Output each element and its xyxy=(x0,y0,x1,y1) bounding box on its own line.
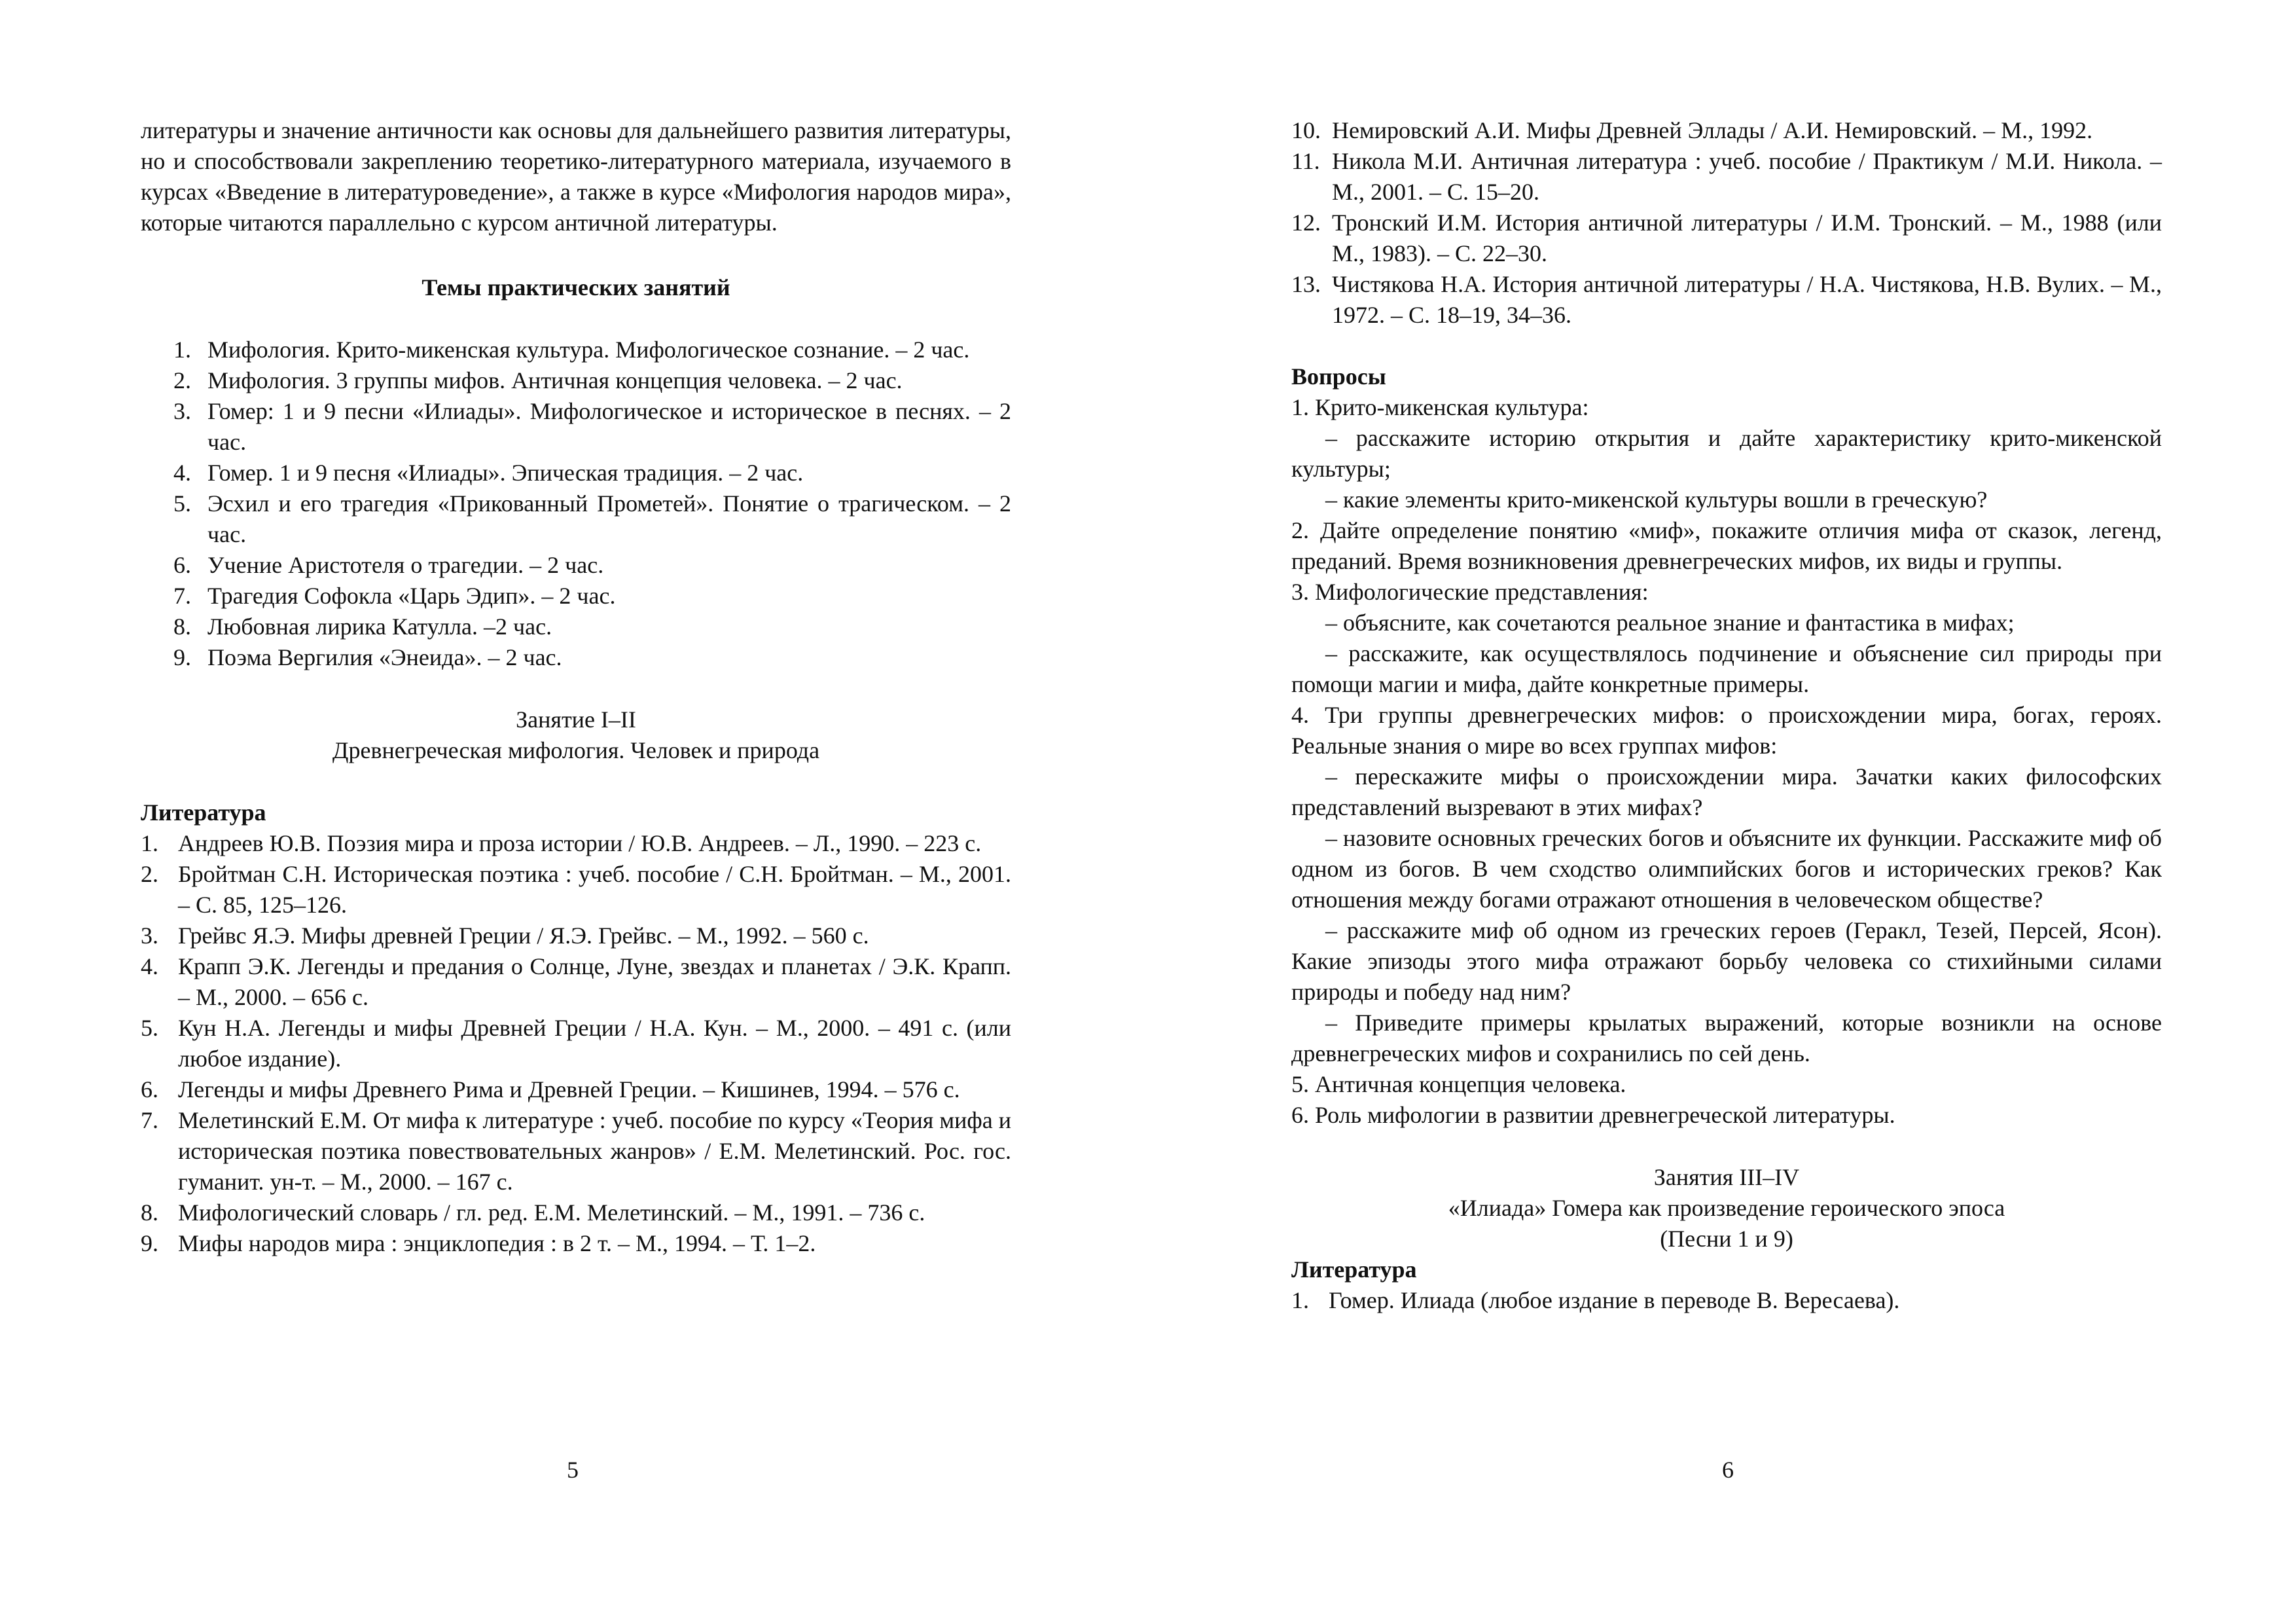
literature-item xyxy=(141,859,1011,921)
literature-item-text: Тронский И.М. История античной литературы / И.М. Тронский. – М., 1988 (или М., 1983). – С. 22–30. xyxy=(1332,210,2162,266)
literature-item xyxy=(1291,1285,2162,1316)
literature-item-number: 13. xyxy=(1291,271,1321,297)
page-number-left: 5 xyxy=(567,1457,579,1483)
literature-item-text: Мифологический словарь / гл. ред. Е.М. Мелетинский. – М., 1991. – 736 с. xyxy=(178,1199,925,1226)
question-4d: – Приведите примеры крылатых выражений, которые возникли на основе древнегреческих мифов и сохранились по сей день. xyxy=(1291,1010,2162,1067)
page-left xyxy=(141,115,1011,1259)
theme-item-number: 7. xyxy=(173,583,191,609)
literature-item-text: Легенды и мифы Древнего Рима и Древней Греции. – Кишинев, 1994. – 576 с. xyxy=(178,1076,960,1103)
theme-item-number: 1. xyxy=(173,337,191,363)
literature-item xyxy=(141,951,1011,1013)
question-1b: – какие элементы крито-микенской культуры вошли в греческую? xyxy=(1325,486,1988,513)
theme-item xyxy=(173,581,1011,611)
theme-item-text: Учение Аристотеля о трагедии. – 2 час. xyxy=(207,552,604,578)
lesson2-title: Занятия III–IV xyxy=(1653,1164,1800,1190)
theme-item xyxy=(173,335,1011,365)
question-4a: – перескажите мифы о происхождении мира. Зачатки каких философских представлений вызревают в этих мифах? xyxy=(1291,763,2162,820)
theme-item-number: 4. xyxy=(173,460,191,486)
theme-item-number: 8. xyxy=(173,613,191,640)
literature-list-2 xyxy=(1291,1285,2162,1316)
literature-item xyxy=(141,1228,1011,1259)
theme-item-text: Мифология. Крито-микенская культура. Мифологическое сознание. – 2 час. xyxy=(207,337,970,363)
questions-title: Вопросы xyxy=(1291,363,1386,390)
literature-item-number: 4. xyxy=(141,953,158,979)
theme-item xyxy=(173,550,1011,581)
literature-title: Литература xyxy=(141,799,266,826)
question-6: 6. Роль мифологии в развитии древнегреческой литературы. xyxy=(1291,1102,1895,1128)
lesson2-subtitle-songs: (Песни 1 и 9) xyxy=(1660,1226,1793,1252)
question-4b: – назовите основных греческих богов и объясните их функции. Расскажите миф об одном из богов. В чем сходство олимпийских богов и исторических греков? Как отношения между богами отражают отношения в человеческом обществе? xyxy=(1291,825,2162,913)
literature-item-number: 1. xyxy=(141,830,158,856)
theme-item xyxy=(173,396,1011,458)
literature-item xyxy=(141,1013,1011,1074)
theme-item xyxy=(173,642,1011,673)
literature-item xyxy=(141,1105,1011,1197)
theme-item-text: Поэма Вергилия «Энеида». – 2 час. xyxy=(207,644,562,670)
question-1a: – расскажите историю открытия и дайте характеристику крито-микенской культуры; xyxy=(1291,425,2162,482)
question-5: 5. Античная концепция человека. xyxy=(1291,1071,1626,1097)
themes-title: Темы практических занятий xyxy=(422,274,730,301)
theme-item-text: Гомер. 1 и 9 песня «Илиады». Эпическая традиция. – 2 час. xyxy=(207,460,804,486)
theme-item-text: Мифология. 3 группы мифов. Античная концепция человека. – 2 час. xyxy=(207,367,903,393)
literature-item-text: Мелетинский Е.М. От мифа к литературе : учеб. пособие по курсу «Теория мифа и историческая поэтика повествовательных жанров» / Е.М. Мелетинский. Рос. гос. гуманит. ун-т. – М., 2000. – 167 с. xyxy=(178,1107,1011,1195)
theme-item xyxy=(173,458,1011,488)
theme-item-number: 9. xyxy=(173,644,191,670)
lesson1-subtitle: Древнегреческая мифология. Человек и природа xyxy=(332,737,820,763)
literature-item xyxy=(141,921,1011,951)
theme-item-text: Любовная лирика Катулла. –2 час. xyxy=(207,613,552,640)
literature-item-number: 2. xyxy=(141,861,158,887)
literature-item-text: Кун Н.А. Легенды и мифы Древней Греции / Н.А. Кун. – М., 2000. – 491 с. (или любое издание). xyxy=(178,1015,1011,1072)
literature-item-number: 5. xyxy=(141,1015,158,1041)
lesson1-title: Занятие I–II xyxy=(516,706,636,733)
theme-item-text: Трагедия Софокла «Царь Эдип». – 2 час. xyxy=(207,583,616,609)
theme-item-number: 6. xyxy=(173,552,191,578)
literature-item xyxy=(1291,146,2162,208)
literature-item-text: Бройтман С.Н. Историческая поэтика : учеб. пособие / С.Н. Бройтман. – М., 2001. – С. 85, 125–126. xyxy=(178,861,1011,918)
theme-item xyxy=(173,365,1011,396)
theme-item-number: 3. xyxy=(173,398,191,424)
literature-item-number: 11. xyxy=(1291,148,1320,174)
question-3a: – объясните, как сочетаются реальное знание и фантастика в мифах; xyxy=(1325,610,2015,636)
literature-item-number: 12. xyxy=(1291,210,1321,236)
lesson2-subtitle: «Илиада» Гомера как произведение героического эпоса xyxy=(1448,1195,2005,1221)
literature-item xyxy=(1291,269,2162,331)
literature-item xyxy=(1291,208,2162,269)
literature-item-number: 6. xyxy=(141,1076,158,1103)
literature-item-text: Крапп Э.К. Легенды и предания о Солнце, Луне, звездах и планетах / Э.К. Крапп. – М., 2000. – 656 с. xyxy=(178,953,1011,1010)
theme-item-text: Эсхил и его трагедия «Прикованный Прометей». Понятие о трагическом. – 2 час. xyxy=(207,490,1011,547)
question-4: 4. Три группы древнегреческих мифов: о происхождении мира, богах, героях. Реальные знания о мире во всех группах мифов: xyxy=(1291,702,2162,759)
intro-paragraph: литературы и значение античности как основы для дальнейшего развития литературы, но и способствовали закреплению теоретико-литературного материала, изучаемого в курсах «Введение в литературоведение», а также в курсе «Мифология народов мира», которые читаются параллельно с курсом античной литературы. xyxy=(141,117,1011,236)
theme-item-number: 5. xyxy=(173,490,191,517)
literature-item-number: 3. xyxy=(141,922,158,949)
literature-item xyxy=(1291,115,2162,146)
literature-list-continued xyxy=(1291,115,2162,331)
literature-item xyxy=(141,1074,1011,1105)
theme-item-text: Гомер: 1 и 9 песни «Илиады». Мифологическое и историческое в песнях. – 2 час. xyxy=(207,398,1011,455)
literature-item-text: Немировский А.И. Мифы Древней Эллады / А.И. Немировский. – М., 1992. xyxy=(1332,117,2093,143)
literature-item-number: 7. xyxy=(141,1107,158,1133)
literature-item-number: 9. xyxy=(141,1230,158,1256)
themes-list xyxy=(141,335,1011,673)
literature-item xyxy=(141,828,1011,859)
literature-item-number: 10. xyxy=(1291,117,1321,143)
question-3: 3. Мифологические представления: xyxy=(1291,579,1649,605)
literature-list xyxy=(141,828,1011,1259)
literature-item-text: Никола М.И. Античная литература : учеб. пособие / Практикум / М.И. Никола. – М., 2001. – С. 15–20. xyxy=(1332,148,2162,205)
page-number-right: 6 xyxy=(1722,1457,1734,1483)
literature-item-number: 1. xyxy=(1291,1287,1309,1313)
literature-item xyxy=(141,1197,1011,1228)
literature-item-text: Гомер. Илиада (любое издание в переводе В. Вересаева). xyxy=(1329,1287,1900,1313)
literature-item-text: Мифы народов мира : энциклопедия : в 2 т. – М., 1994. – Т. 1–2. xyxy=(178,1230,816,1256)
theme-item-number: 2. xyxy=(173,367,191,393)
theme-item xyxy=(173,488,1011,550)
literature-item-number: 8. xyxy=(141,1199,158,1226)
literature-item-text: Андреев Ю.В. Поэзия мира и проза истории / Ю.В. Андреев. – Л., 1990. – 223 с. xyxy=(178,830,982,856)
literature-title-2: Литература xyxy=(1291,1256,1417,1283)
literature-item-text: Чистякова Н.А. История античной литературы / Н.А. Чистякова, Н.В. Вулих. – М., 1972. – С. 18–19, 34–36. xyxy=(1332,271,2162,328)
question-2: 2. Дайте определение понятию «миф», покажите отличия мифа от сказок, легенд, преданий. Время возникновения древнегреческих мифов, их виды и группы. xyxy=(1291,517,2162,574)
question-3b: – расскажите, как осуществлялось подчинение и объяснение сил природы при помощи магии и мифа, дайте конкретные примеры. xyxy=(1291,640,2162,697)
theme-item xyxy=(173,611,1011,642)
page-right xyxy=(1291,115,2162,1316)
question-1: 1. Крито-микенская культура: xyxy=(1291,394,1589,420)
question-4c: – расскажите миф об одном из греческих героев (Геракл, Тезей, Персей, Ясон). Какие эпизоды этого мифа отражают борьбу человека со стихийными силами природы и победу над ним? xyxy=(1291,917,2162,1005)
literature-item-text: Грейвс Я.Э. Мифы древней Греции / Я.Э. Грейвс. – М., 1992. – 560 с. xyxy=(178,922,869,949)
